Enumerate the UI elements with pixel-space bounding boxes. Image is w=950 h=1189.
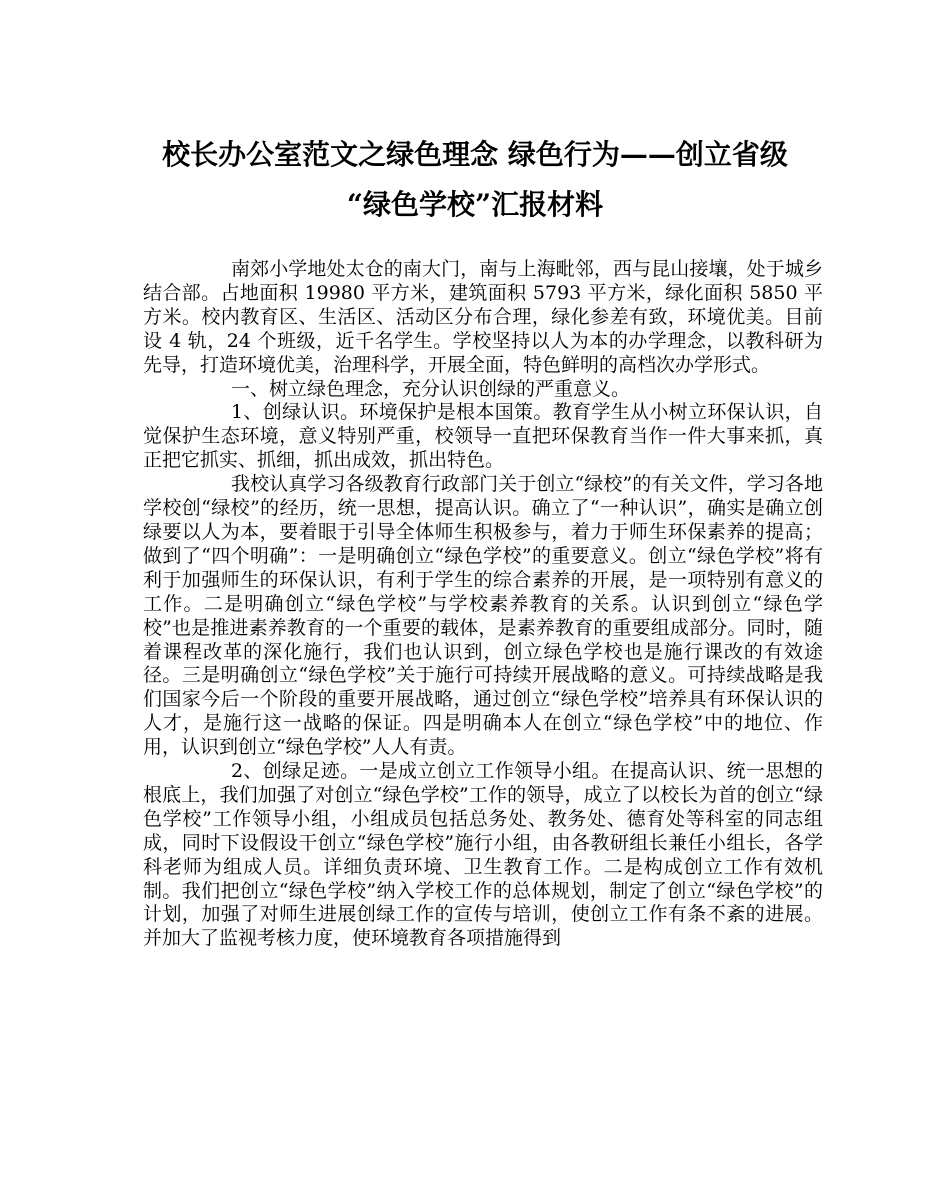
section-heading-1: 一、树立绿色理念，充分认识创绿的严重意义。	[231, 377, 631, 400]
paragraph-green-awareness: 1、创绿认识。环境保护是根本国策。教育学生从小树立环保认识，自觉保护生态环境，意义特别严重，校领导一直把环保教育当作一件大事来抓，真正把它抓实、抓细，抓出成效，抓出特色。	[143, 401, 823, 472]
document-title-line-2: “绿色学校”汇报材料	[346, 188, 604, 221]
paragraph-intro: 南郊小学地处太仓的南大门，南与上海毗邻，西与昆山接壤，处于城乡结合部。占地面积 19980 平方米，建筑面积 5793 平方米，绿化面积 5850 平方米。校内教育区、生活区、活动区分布合理，绿化参差有致，环境优美。目前设 4 轨，24 个班级，近千名学生。学校坚持以人为本的办学理念，以教科研为先导，打造环境优美，治理科学，开展全面，特色鲜明的高档次办学形式。	[143, 258, 823, 376]
document-body	[143, 258, 823, 951]
paragraph-study-and-four-clarities: 我校认真学习各级教育行政部门关于创立“绿校”的有关文件，学习各地学校创“绿校”的经历，统一思想，提高认识。确立了“一种认识”，确实是确立创绿要以人为本，要着眼于引导全体师生积极参与，着力于师生环保素养的提高；做到了“四个明确”：一是明确创立“绿色学校”的重要意义。创立“绿色学校”将有利于加强师生的环保认识，有利于学生的综合素养的开展，是一项特别有意义的工作。二是明确创立“绿色学校”与学校素养教育的关系。认识到创立“绿色学校”也是推进素养教育的一个重要的载体，是素养教育的重要组成部分。同时，随着课程改革的深化施行，我们也认识到，创立绿色学校也是施行课改的有效途径。三是明确创立“绿色学校”关于施行可持续开展战略的意义。可持续战略是我们国家今后一个阶段的重要开展战略，通过创立“绿色学校”培养具有环保认识的人才，是施行这一战略的保证。四是明确本人在创立“绿色学校”中的地位、作用，认识到创立“绿色学校”人人有责。	[143, 473, 823, 759]
document-title-line-1: 校长办公室范文之绿色理念 绿色行为——创立省级	[162, 138, 788, 171]
paragraph-green-footprints: 2、创绿足迹。一是成立创立工作领导小组。在提高认识、统一思想的根底上，我们加强了对创立“绿色学校”工作的领导，成立了以校长为首的创立“绿色学校”工作领导小组，小组成员包括总务处、教务处、德育处等科室的同志组成，同时下设假设干创立“绿色学校”施行小组，由各教研组长兼任小组长，各学科老师为组成人员。详细负责环境、卫生教育工作。二是构成创立工作有效机制。我们把创立“绿色学校”纳入学校工作的总体规划，制定了创立“绿色学校”的计划，加强了对师生进展创绿工作的宣传与培训，使创立工作有条不紊的进展。并加大了监视考核力度，使环境教育各项措施得到	[143, 760, 823, 950]
